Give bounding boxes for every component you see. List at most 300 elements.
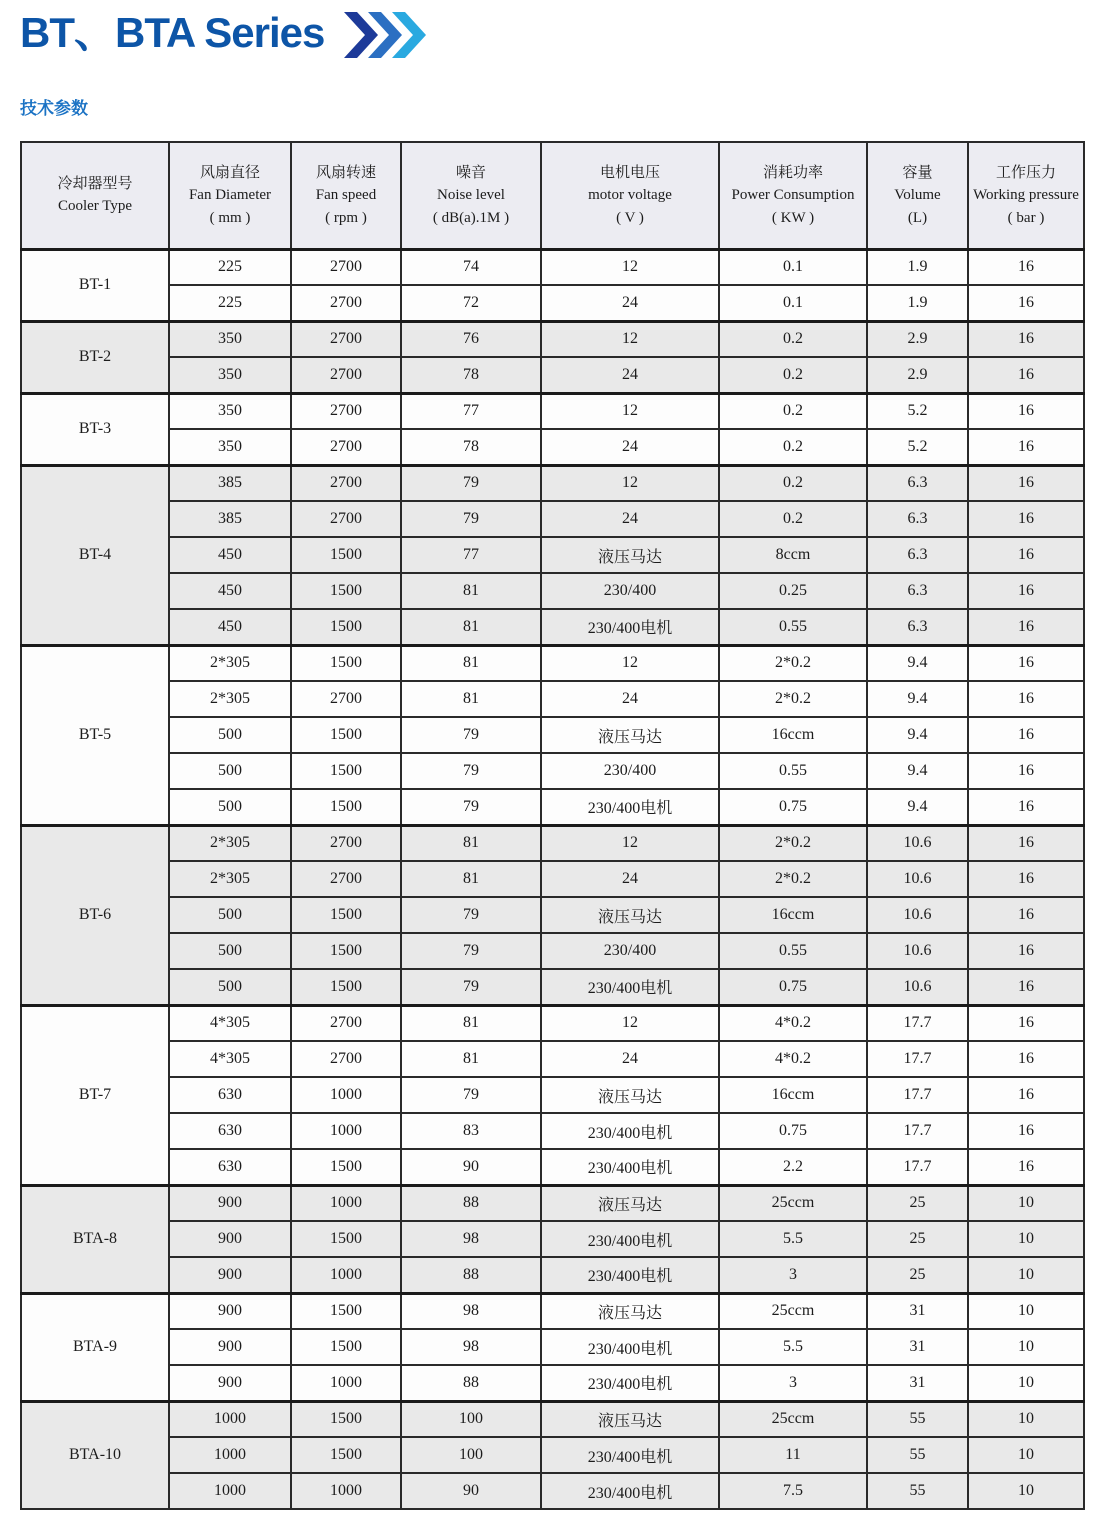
cell-fan_speed: 1500: [291, 897, 401, 933]
cell-motor_voltage: 230/400电机: [541, 1437, 719, 1473]
table-row: [21, 321, 1084, 357]
cell-noise_level: 81: [401, 1005, 541, 1041]
cell-power_consumption: 0.2: [719, 501, 867, 537]
table-row: [21, 825, 1084, 861]
cell-noise_level: 81: [401, 573, 541, 609]
table-row: [21, 1113, 1084, 1149]
table-row: [21, 645, 1084, 681]
cell-motor_voltage: 24: [541, 285, 719, 321]
col-header-fan_speed: [291, 142, 401, 249]
cell-noise_level: 90: [401, 1149, 541, 1185]
cell-working_pressure: 10: [968, 1365, 1084, 1401]
cell-fan_diameter: 2*305: [169, 645, 291, 681]
cell-fan_speed: 1000: [291, 1077, 401, 1113]
cell-volume: 9.4: [867, 717, 968, 753]
cell-fan_speed: 2700: [291, 1041, 401, 1077]
cell-motor_voltage: 12: [541, 645, 719, 681]
cell-working_pressure: 16: [968, 501, 1084, 537]
cell-fan_diameter: 350: [169, 393, 291, 429]
cell-volume: 5.2: [867, 429, 968, 465]
cell-working_pressure: 16: [968, 861, 1084, 897]
section-title-tech-params: 技术参数: [20, 99, 88, 118]
cell-noise_level: 77: [401, 393, 541, 429]
table-row: [21, 1005, 1084, 1041]
cell-volume: 17.7: [867, 1041, 968, 1077]
col-header-line: Fan Diameter: [188, 187, 272, 203]
cell-fan_speed: 2700: [291, 249, 401, 285]
cell-noise_level: 98: [401, 1293, 541, 1329]
col-header-working_pressure: [968, 142, 1084, 249]
cell-fan_speed: 2700: [291, 825, 401, 861]
cell-fan_diameter: 450: [169, 609, 291, 645]
col-header-line: Working pressure: [973, 187, 1079, 203]
cell-fan_speed: 2700: [291, 1005, 401, 1041]
col-header-line: ( KW ): [771, 209, 815, 226]
table-row: [21, 501, 1084, 537]
cell-working_pressure: 10: [968, 1401, 1084, 1437]
cell-volume: 25: [867, 1257, 968, 1293]
cell-power_consumption: 25ccm: [719, 1401, 867, 1437]
cell-power_consumption: 0.1: [719, 285, 867, 321]
cell-noise_level: 100: [401, 1401, 541, 1437]
col-header-line: 噪音: [455, 164, 486, 181]
cell-working_pressure: 16: [968, 573, 1084, 609]
cell-fan_diameter: 630: [169, 1077, 291, 1113]
cooler-type-cell: BT-7: [21, 1005, 169, 1185]
cell-motor_voltage: 12: [541, 465, 719, 501]
cell-fan_diameter: 350: [169, 321, 291, 357]
cell-power_consumption: 3: [719, 1257, 867, 1293]
cell-volume: 10.6: [867, 825, 968, 861]
cell-power_consumption: 16ccm: [719, 717, 867, 753]
cell-noise_level: 79: [401, 969, 541, 1005]
cell-power_consumption: 0.25: [719, 573, 867, 609]
cell-working_pressure: 16: [968, 321, 1084, 357]
cell-motor_voltage: 230/400: [541, 753, 719, 789]
cell-power_consumption: 2.2: [719, 1149, 867, 1185]
cell-volume: 25: [867, 1221, 968, 1257]
cell-volume: 5.2: [867, 393, 968, 429]
cell-motor_voltage: 12: [541, 825, 719, 861]
cell-fan_speed: 1000: [291, 1113, 401, 1149]
table-row: [21, 1257, 1084, 1293]
cell-fan_diameter: 1000: [169, 1437, 291, 1473]
cell-motor_voltage: 24: [541, 1041, 719, 1077]
cell-noise_level: 79: [401, 501, 541, 537]
table-row: [21, 1185, 1084, 1221]
cell-noise_level: 90: [401, 1473, 541, 1509]
col-header-line: 风扇直径: [199, 164, 260, 181]
cell-noise_level: 74: [401, 249, 541, 285]
cell-power_consumption: 7.5: [719, 1473, 867, 1509]
cell-volume: 6.3: [867, 465, 968, 501]
cell-working_pressure: 16: [968, 429, 1084, 465]
cell-fan_speed: 2700: [291, 357, 401, 393]
cell-motor_voltage: 24: [541, 681, 719, 717]
cell-power_consumption: 0.2: [719, 465, 867, 501]
table-row: [21, 969, 1084, 1005]
cell-fan_diameter: 900: [169, 1221, 291, 1257]
cell-fan_diameter: 630: [169, 1149, 291, 1185]
cell-power_consumption: 4*0.2: [719, 1041, 867, 1077]
cell-noise_level: 83: [401, 1113, 541, 1149]
cell-motor_voltage: 230/400电机: [541, 1149, 719, 1185]
table-row: [21, 285, 1084, 321]
col-header-power_consumption: [719, 142, 867, 249]
cell-motor_voltage: 液压马达: [541, 537, 719, 573]
cell-fan_diameter: 900: [169, 1185, 291, 1221]
cell-noise_level: 81: [401, 681, 541, 717]
cell-motor_voltage: 230/400电机: [541, 1113, 719, 1149]
cooler-type-cell: BTA-10: [21, 1401, 169, 1509]
cooler-type-cell: BT-4: [21, 465, 169, 645]
cell-motor_voltage: 液压马达: [541, 897, 719, 933]
table-row: [21, 429, 1084, 465]
cell-fan_speed: 1500: [291, 645, 401, 681]
cell-fan_diameter: 1000: [169, 1401, 291, 1437]
cell-noise_level: 79: [401, 933, 541, 969]
page-title: BT、BTA Series: [20, 8, 325, 56]
cell-motor_voltage: 230/400电机: [541, 609, 719, 645]
col-header-line: motor voltage: [588, 187, 672, 203]
cell-power_consumption: 0.75: [719, 1113, 867, 1149]
cell-fan_diameter: 385: [169, 465, 291, 501]
cell-noise_level: 81: [401, 609, 541, 645]
cell-fan_diameter: 900: [169, 1329, 291, 1365]
table-row: [21, 789, 1084, 825]
col-header-line: Fan speed: [315, 187, 377, 203]
cell-motor_voltage: 24: [541, 357, 719, 393]
cell-working_pressure: 16: [968, 1005, 1084, 1041]
cell-working_pressure: 16: [968, 609, 1084, 645]
cell-fan_speed: 1000: [291, 1473, 401, 1509]
cell-fan_diameter: 2*305: [169, 861, 291, 897]
cell-fan_speed: 1000: [291, 1185, 401, 1221]
cell-fan_speed: 2700: [291, 861, 401, 897]
cell-motor_voltage: 230/400: [541, 933, 719, 969]
table-row: [21, 465, 1084, 501]
cell-working_pressure: 16: [968, 1149, 1084, 1185]
cell-working_pressure: 16: [968, 717, 1084, 753]
cell-working_pressure: 16: [968, 969, 1084, 1005]
cell-power_consumption: 2*0.2: [719, 681, 867, 717]
cell-volume: 55: [867, 1473, 968, 1509]
col-header-line: ( dB(a).1M ): [432, 209, 510, 226]
cooler-type-cell: BTA-8: [21, 1185, 169, 1293]
cell-fan_speed: 2700: [291, 501, 401, 537]
col-header-line: 工作压力: [995, 164, 1056, 181]
cell-motor_voltage: 12: [541, 393, 719, 429]
cell-fan_diameter: 500: [169, 897, 291, 933]
cell-power_consumption: 0.2: [719, 321, 867, 357]
cell-working_pressure: 10: [968, 1329, 1084, 1365]
cell-fan_diameter: 630: [169, 1113, 291, 1149]
cell-volume: 10.6: [867, 861, 968, 897]
header-row: [21, 142, 1084, 249]
table-row: [21, 861, 1084, 897]
table-row: [21, 933, 1084, 969]
cell-working_pressure: 16: [968, 897, 1084, 933]
cell-fan_speed: 1500: [291, 1149, 401, 1185]
cell-fan_speed: 1500: [291, 1221, 401, 1257]
cell-noise_level: 88: [401, 1257, 541, 1293]
cell-noise_level: 79: [401, 1077, 541, 1113]
cell-noise_level: 81: [401, 645, 541, 681]
cell-working_pressure: 16: [968, 393, 1084, 429]
cell-fan_diameter: 450: [169, 573, 291, 609]
cooler-type-cell: BT-1: [21, 249, 169, 321]
cell-volume: 31: [867, 1293, 968, 1329]
cell-power_consumption: 16ccm: [719, 897, 867, 933]
table-row: [21, 897, 1084, 933]
table-row: [21, 357, 1084, 393]
cell-power_consumption: 8ccm: [719, 537, 867, 573]
cell-fan_speed: 1500: [291, 1329, 401, 1365]
cell-noise_level: 72: [401, 285, 541, 321]
col-header-line: ( bar ): [1007, 209, 1045, 226]
cell-fan_diameter: 1000: [169, 1473, 291, 1509]
cell-working_pressure: 16: [968, 285, 1084, 321]
table-row: [21, 1365, 1084, 1401]
cell-volume: 17.7: [867, 1077, 968, 1113]
cell-noise_level: 78: [401, 357, 541, 393]
cell-fan_speed: 1500: [291, 717, 401, 753]
spec-table-head: [21, 142, 1084, 249]
cell-fan_diameter: 450: [169, 537, 291, 573]
col-header-line: Cooler Type: [57, 198, 133, 215]
table-row: [21, 1077, 1084, 1113]
col-header-volume: [867, 142, 968, 249]
cell-volume: 2.9: [867, 321, 968, 357]
cell-volume: 10.6: [867, 969, 968, 1005]
cell-volume: 10.6: [867, 933, 968, 969]
cell-volume: 17.7: [867, 1005, 968, 1041]
table-row: [21, 1041, 1084, 1077]
table-row: [21, 573, 1084, 609]
cell-working_pressure: 16: [968, 357, 1084, 393]
cell-motor_voltage: 24: [541, 501, 719, 537]
cell-motor_voltage: 230/400电机: [541, 969, 719, 1005]
cell-noise_level: 79: [401, 717, 541, 753]
cell-motor_voltage: 230/400电机: [541, 1221, 719, 1257]
cell-power_consumption: 3: [719, 1365, 867, 1401]
cell-working_pressure: 10: [968, 1293, 1084, 1329]
cell-fan_diameter: 2*305: [169, 681, 291, 717]
cell-volume: 9.4: [867, 753, 968, 789]
cell-fan_speed: 2700: [291, 321, 401, 357]
table-row: [21, 537, 1084, 573]
cooler-type-cell: BT-6: [21, 825, 169, 1005]
cell-motor_voltage: 230/400电机: [541, 1473, 719, 1509]
col-header-line: ( rpm ): [325, 209, 367, 226]
cell-power_consumption: 4*0.2: [719, 1005, 867, 1041]
cell-working_pressure: 16: [968, 537, 1084, 573]
cell-motor_voltage: 230/400: [541, 573, 719, 609]
cooler-type-cell: BTA-9: [21, 1293, 169, 1401]
cell-volume: 31: [867, 1365, 968, 1401]
cell-motor_voltage: 230/400电机: [541, 1257, 719, 1293]
col-header-line: 冷却器型号: [57, 175, 133, 192]
cooler-type-cell: BT-2: [21, 321, 169, 393]
cell-fan_speed: 1500: [291, 969, 401, 1005]
cell-fan_speed: 2700: [291, 393, 401, 429]
cell-volume: 9.4: [867, 789, 968, 825]
cell-fan_diameter: 900: [169, 1293, 291, 1329]
cell-working_pressure: 16: [968, 249, 1084, 285]
cell-fan_speed: 1500: [291, 1437, 401, 1473]
col-header-line: 风扇转速: [315, 164, 376, 181]
table-row: [21, 1329, 1084, 1365]
cell-noise_level: 88: [401, 1185, 541, 1221]
cell-fan_diameter: 500: [169, 717, 291, 753]
table-row: [21, 717, 1084, 753]
cell-fan_speed: 1500: [291, 573, 401, 609]
cell-fan_diameter: 500: [169, 753, 291, 789]
cell-power_consumption: 25ccm: [719, 1185, 867, 1221]
cell-working_pressure: 10: [968, 1437, 1084, 1473]
table-row: [21, 753, 1084, 789]
cell-working_pressure: 16: [968, 681, 1084, 717]
cell-noise_level: 78: [401, 429, 541, 465]
cell-noise_level: 100: [401, 1437, 541, 1473]
cell-fan_speed: 1500: [291, 1293, 401, 1329]
cell-power_consumption: 0.2: [719, 357, 867, 393]
cell-power_consumption: 16ccm: [719, 1077, 867, 1113]
cell-working_pressure: 16: [968, 933, 1084, 969]
cell-volume: 9.4: [867, 681, 968, 717]
cell-fan_diameter: 900: [169, 1365, 291, 1401]
cell-fan_speed: 1500: [291, 609, 401, 645]
cell-power_consumption: 0.55: [719, 753, 867, 789]
cell-working_pressure: 10: [968, 1221, 1084, 1257]
cell-fan_speed: 2700: [291, 429, 401, 465]
cell-noise_level: 98: [401, 1329, 541, 1365]
cell-power_consumption: 5.5: [719, 1329, 867, 1365]
spec-table: [20, 141, 1085, 1510]
col-header-line: 消耗功率: [762, 164, 823, 181]
cell-motor_voltage: 液压马达: [541, 717, 719, 753]
cell-fan_diameter: 500: [169, 969, 291, 1005]
cell-working_pressure: 10: [968, 1473, 1084, 1509]
cell-volume: 1.9: [867, 249, 968, 285]
col-header-line: 容量: [902, 164, 933, 181]
cell-volume: 1.9: [867, 285, 968, 321]
cell-fan_diameter: 385: [169, 501, 291, 537]
cell-working_pressure: 16: [968, 465, 1084, 501]
cell-volume: 55: [867, 1437, 968, 1473]
cell-power_consumption: 0.2: [719, 429, 867, 465]
cell-power_consumption: 0.55: [719, 933, 867, 969]
cell-power_consumption: 2*0.2: [719, 825, 867, 861]
cell-working_pressure: 10: [968, 1257, 1084, 1293]
cell-noise_level: 79: [401, 897, 541, 933]
cell-power_consumption: 5.5: [719, 1221, 867, 1257]
cell-motor_voltage: 12: [541, 321, 719, 357]
cell-volume: 31: [867, 1329, 968, 1365]
cell-volume: 6.3: [867, 609, 968, 645]
cell-fan_diameter: 4*305: [169, 1041, 291, 1077]
col-header-line: Noise level: [437, 187, 505, 203]
table-row: [21, 1437, 1084, 1473]
table-row: [21, 1149, 1084, 1185]
cell-motor_voltage: 230/400电机: [541, 1329, 719, 1365]
cell-power_consumption: 0.75: [719, 969, 867, 1005]
cell-volume: 55: [867, 1401, 968, 1437]
cell-working_pressure: 16: [968, 1041, 1084, 1077]
table-row: [21, 1473, 1084, 1509]
table-row: [21, 393, 1084, 429]
cell-motor_voltage: 12: [541, 249, 719, 285]
cell-fan_speed: 1500: [291, 537, 401, 573]
cell-noise_level: 79: [401, 789, 541, 825]
cell-motor_voltage: 24: [541, 861, 719, 897]
cell-noise_level: 88: [401, 1365, 541, 1401]
table-row: [21, 681, 1084, 717]
table-row: [21, 249, 1084, 285]
cell-noise_level: 81: [401, 1041, 541, 1077]
col-header-line: 电机电压: [599, 164, 660, 181]
cell-fan_diameter: 900: [169, 1257, 291, 1293]
cell-noise_level: 77: [401, 537, 541, 573]
col-header-cooler_type: [21, 142, 169, 249]
cell-fan_diameter: 225: [169, 285, 291, 321]
cell-noise_level: 79: [401, 753, 541, 789]
cell-fan_speed: 1500: [291, 753, 401, 789]
col-header-line: ( V ): [616, 209, 644, 226]
cell-motor_voltage: 液压马达: [541, 1185, 719, 1221]
cell-fan_speed: 2700: [291, 465, 401, 501]
cell-noise_level: 81: [401, 825, 541, 861]
col-header-noise_level: [401, 142, 541, 249]
cell-fan_diameter: 350: [169, 429, 291, 465]
col-header-line: Power Consumption: [731, 187, 855, 203]
cell-fan_speed: 2700: [291, 681, 401, 717]
cell-volume: 2.9: [867, 357, 968, 393]
cell-motor_voltage: 液压马达: [541, 1077, 719, 1113]
table-row: [21, 609, 1084, 645]
cell-fan_speed: 1000: [291, 1257, 401, 1293]
cooler-type-cell: BT-5: [21, 645, 169, 825]
cell-noise_level: 98: [401, 1221, 541, 1257]
cell-fan_speed: 1000: [291, 1365, 401, 1401]
cell-fan_diameter: 500: [169, 789, 291, 825]
cell-motor_voltage: 液压马达: [541, 1293, 719, 1329]
cell-noise_level: 76: [401, 321, 541, 357]
table-row: [21, 1221, 1084, 1257]
cell-power_consumption: 25ccm: [719, 1293, 867, 1329]
cell-power_consumption: 0.2: [719, 393, 867, 429]
spec-table-body: [21, 249, 1084, 1509]
cell-working_pressure: 16: [968, 1113, 1084, 1149]
cell-working_pressure: 16: [968, 789, 1084, 825]
table-row: [21, 1401, 1084, 1437]
col-header-line: ( mm ): [209, 209, 251, 226]
cell-motor_voltage: 24: [541, 429, 719, 465]
cell-volume: 9.4: [867, 645, 968, 681]
cell-volume: 6.3: [867, 573, 968, 609]
cell-power_consumption: 0.55: [719, 609, 867, 645]
table-row: [21, 1293, 1084, 1329]
cell-working_pressure: 16: [968, 825, 1084, 861]
cell-working_pressure: 10: [968, 1185, 1084, 1221]
cell-power_consumption: 0.75: [719, 789, 867, 825]
cell-fan_diameter: 2*305: [169, 825, 291, 861]
cell-fan_speed: 2700: [291, 285, 401, 321]
page-header: [20, 8, 1083, 58]
cell-motor_voltage: 230/400电机: [541, 1365, 719, 1401]
triple-chevron-icon: [344, 12, 426, 58]
cell-power_consumption: 2*0.2: [719, 861, 867, 897]
